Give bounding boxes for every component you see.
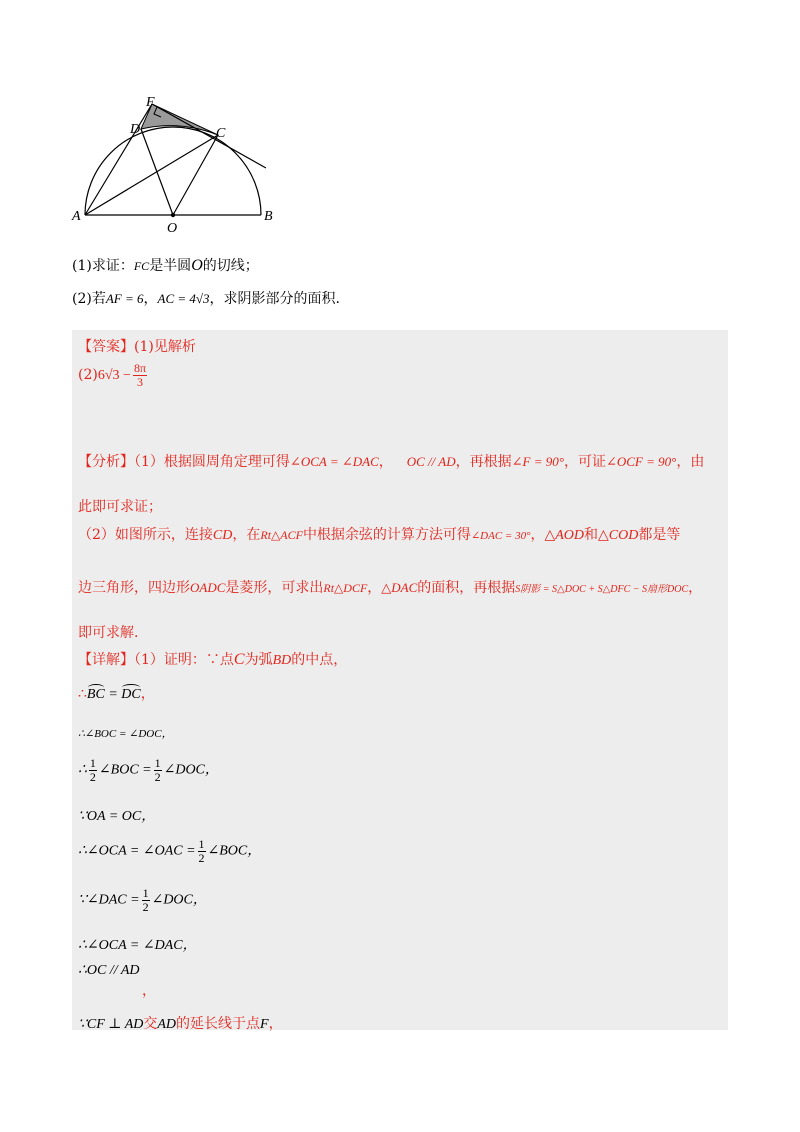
label-a: A <box>72 209 81 224</box>
analysis-l1-a: 【分析】（1）根据圆周角定理可得 <box>78 454 290 470</box>
detail-l7-b: ∠DOC， <box>151 892 207 908</box>
detail-line2 <box>78 683 155 703</box>
tangent-line <box>152 104 266 168</box>
detail-l1-a: 【详解】（1）证明：∵点 <box>78 652 234 668</box>
analysis-line5: 即可求解. <box>78 625 139 641</box>
analysis-l4-m4: S阴影 = S△DOC + S△DFC − S扇形DOC <box>515 584 689 595</box>
label-b: B <box>264 209 273 224</box>
analysis-l3-f: 都是等 <box>638 527 681 543</box>
detail-l7-n: 1 <box>142 886 149 900</box>
q2-prefix: (2)若 <box>72 291 106 307</box>
q1-mid: 是半圆 <box>149 258 192 274</box>
answer-part2-expr: 6√3 − <box>97 368 131 384</box>
point-o <box>171 213 175 217</box>
analysis-line3 <box>78 524 680 544</box>
detail-l6-n: 1 <box>198 837 205 851</box>
analysis-l1-e: ，由 <box>676 454 705 470</box>
detail-l4-d1: 2 <box>89 769 96 784</box>
detail-l4-n1: 1 <box>89 756 96 770</box>
detail-l2-arc1: BC <box>86 687 105 702</box>
question-part2 <box>72 288 340 308</box>
answer-part2 <box>78 362 149 388</box>
analysis-l3-b: ，在 <box>232 527 261 543</box>
analysis-line1 <box>78 451 704 471</box>
analysis-l4-a: 边三角形，四边形 <box>78 580 190 596</box>
analysis-l4-b: 是菱形，可求出 <box>225 580 324 596</box>
detail-l6-d: 2 <box>198 850 205 865</box>
analysis-l3-c: 中根据余弦的计算方法可得 <box>302 527 471 543</box>
q1-prefix: (1)求证： <box>72 258 134 274</box>
analysis-l3-a: （2）如图所示，连接 <box>78 527 213 543</box>
q2-ac: AC = 4√3 <box>157 291 210 306</box>
analysis-l4-d: 的面积，再根据 <box>417 580 516 596</box>
detail-l2-arc2: DC <box>121 687 141 702</box>
label-o: O <box>167 221 178 236</box>
detail-l7-d: 2 <box>142 899 149 914</box>
detail-l7-a: ∵∠DAC = <box>78 892 140 908</box>
detail-line6 <box>78 838 261 864</box>
analysis-l1-d: ，可证 <box>563 454 606 470</box>
label-c: C <box>216 126 226 141</box>
answer-label: 【答案】(1)见解析 <box>78 339 196 355</box>
analysis-l4-c: ， <box>367 580 382 596</box>
detail-l2-eq: = <box>104 687 122 702</box>
detail-l1-m1: C <box>233 651 245 668</box>
analysis-l3-m1: CD <box>212 528 233 543</box>
detail-l11-m3: F <box>260 1017 269 1032</box>
detail-line4 <box>78 757 219 783</box>
label-f: F <box>146 95 155 110</box>
detail-l4-b: ∠BOC = <box>98 762 152 778</box>
detail-l4-d2: 2 <box>154 769 161 784</box>
detail-l6-b: ∠BOC， <box>207 843 262 859</box>
detail-l11-a: 交 <box>143 1016 158 1032</box>
q1-suffix: 的切线； <box>202 258 259 274</box>
analysis-l1-m1: ∠OCA = ∠DAC <box>289 454 379 469</box>
question-part1 <box>72 255 259 275</box>
detail-line9: ∴OC // AD <box>78 963 140 978</box>
analysis-l1-m3: ∠F = 90° <box>511 454 564 469</box>
detail-l1-b: 为弧 <box>244 652 273 668</box>
detail-l4-n2: 1 <box>154 756 161 770</box>
answer-frac-den: 3 <box>136 374 143 389</box>
q2-suffix: ，求阴影部分的面积. <box>209 291 340 307</box>
analysis-l3-e: 和 <box>584 527 599 543</box>
analysis-l3-m4: △AOD <box>544 528 585 543</box>
line-ac <box>85 135 218 215</box>
analysis-l4-e: ， <box>688 580 703 596</box>
analysis-line4 <box>78 577 702 597</box>
analysis-l1-c: ，再根据 <box>455 454 512 470</box>
analysis-l1-m2: OC // AD <box>406 454 456 469</box>
detail-l1-m2: BD <box>272 653 292 668</box>
q2-sep: ， <box>143 291 158 307</box>
detail-l11-m: ∵CF ⊥ AD <box>78 1017 144 1032</box>
detail-l11-c: ， <box>268 1016 283 1032</box>
geometry-figure <box>60 90 300 240</box>
line-oc <box>173 135 218 215</box>
detail-line3: ∴∠BOC = ∠DOC， <box>78 728 173 740</box>
analysis-l1-b: ， <box>378 454 393 470</box>
detail-l2-end: ， <box>140 686 155 702</box>
analysis-l3-m5: △COD <box>598 528 639 543</box>
detail-line7 <box>78 887 207 913</box>
line-af <box>85 104 152 215</box>
analysis-l4-m1: OADC <box>190 580 226 595</box>
answer-part2-prefix: (2) <box>78 367 98 384</box>
answer-frac-num: 8π <box>133 361 146 375</box>
label-d: D <box>130 122 141 137</box>
detail-line10: ， <box>142 983 156 999</box>
detail-line8: ∴∠OCA = ∠DAC， <box>78 938 197 953</box>
detail-l1-c: 的中点， <box>291 652 348 668</box>
analysis-line2: 此即可求证； <box>78 499 162 515</box>
detail-l2-therefore: ∴ <box>78 686 87 702</box>
analysis-l1-m4: ∠OCF = 90° <box>605 454 677 469</box>
q1-fc: FC <box>133 259 150 273</box>
detail-line1 <box>78 649 347 669</box>
detail-l6-a: ∴∠OCA = ∠OAC = <box>78 843 196 859</box>
q2-af: AF = 6 <box>105 291 144 306</box>
detail-l11-m2: AD <box>157 1017 177 1032</box>
analysis-l4-m2: Rt△DCF <box>323 581 368 595</box>
detail-l11-b: 的延长线于点 <box>176 1016 261 1032</box>
detail-l4-a: ∴ <box>78 762 87 778</box>
detail-line11 <box>78 1013 283 1033</box>
analysis-l3-d: ， <box>530 527 545 543</box>
analysis-l4-m3: △DAC <box>381 580 418 595</box>
detail-line5: ∵OA = OC， <box>78 809 156 824</box>
line-od <box>141 129 173 215</box>
analysis-l3-m2: Rt△ACF <box>260 528 303 542</box>
analysis-l3-m3: ∠DAC = 30° <box>470 530 531 542</box>
detail-l4-c: ∠DOC， <box>163 762 219 778</box>
solution-panel <box>72 330 728 1030</box>
q1-o: O <box>191 257 203 274</box>
